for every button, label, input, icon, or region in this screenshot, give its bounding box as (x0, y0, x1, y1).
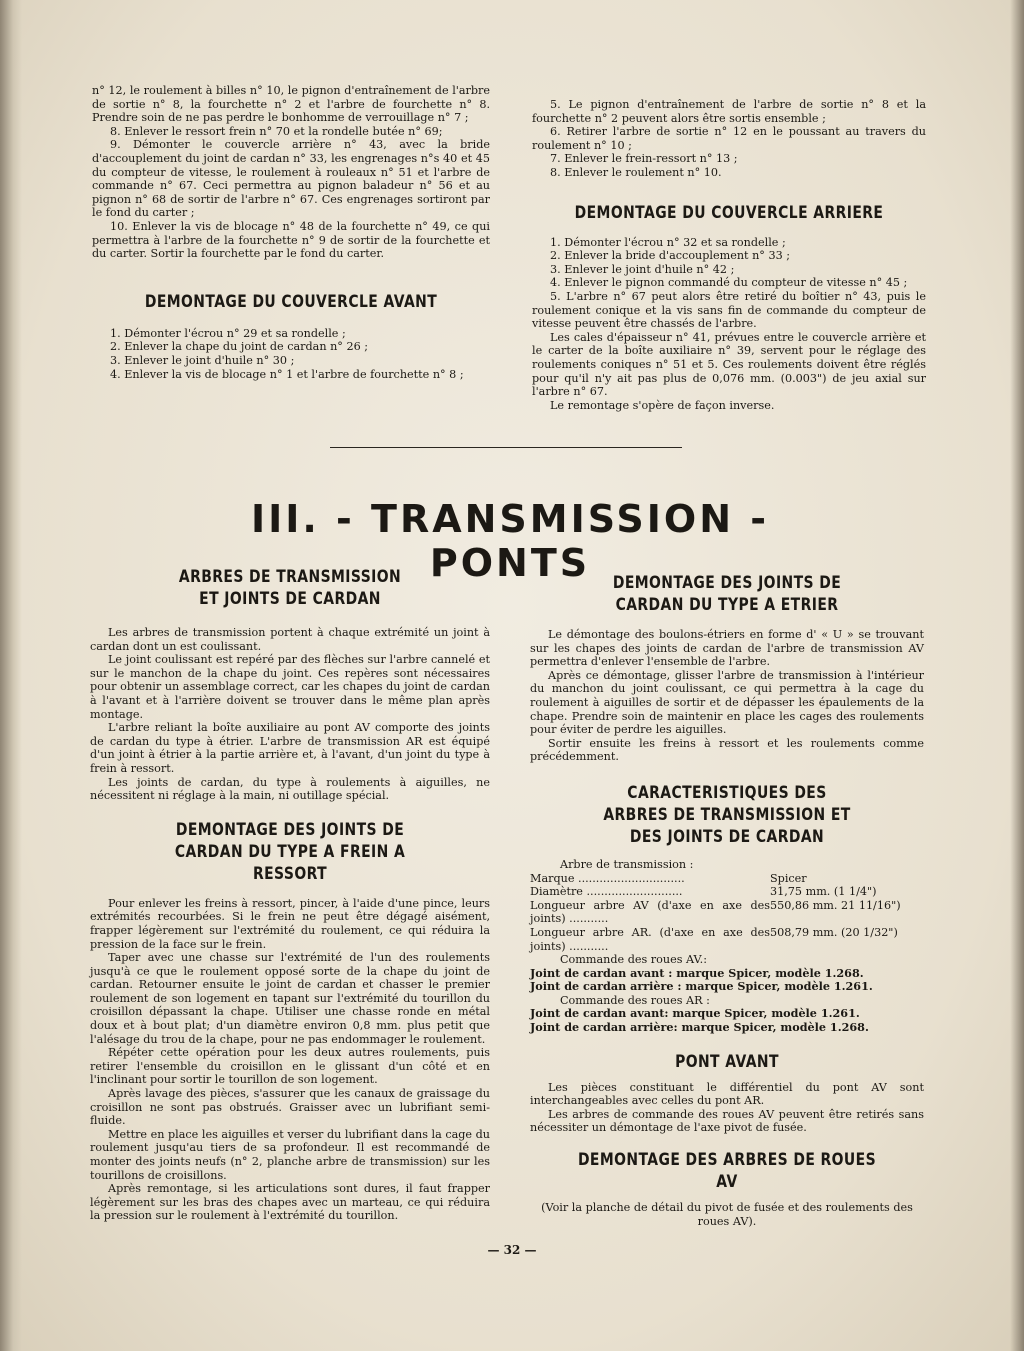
list-item: 4. Enlever le pignon commandé du compteur de vitesse n° 45 ; (550, 276, 908, 290)
paragraph: 10. Enlever la vis de blocage n° 48 de la fourchette n° 49, ce qui permettra à l'arbre de la fourchette n° 9 de sortir de la fourchette et du carter. Sortir la fourchette par le fond du carter. (92, 219, 490, 261)
spec-line: Joint de cardan avant: marque Spicer, modèle 1.261. (530, 1006, 860, 1021)
paragraph: Les cales d'épaisseur n° 41, prévues entre le couvercle arrière et le carter de la boîte auxiliaire n° 39, servent pour le réglage des roulements coniques n° 51 et 5. Ces roulements doivent être réglés pour qu'il n'y ait pas plus de 0,076 mm. (0.003") de jeu axial sur l'arbre n° 67. (532, 330, 926, 399)
section-heading: PONT AVANT (675, 1051, 779, 1072)
spec-label: Marque .............................. (530, 871, 685, 885)
spec-line: Joint de cardan arrière: marque Spicer, modèle 1.268. (530, 1020, 869, 1035)
list-item: 1. Démonter l'écrou n° 32 et sa rondelle ; (550, 235, 786, 249)
list-item: 4. Enlever la vis de blocage n° 1 et l'arbre de fourchette n° 8 ; (110, 367, 464, 381)
paragraph: Après ce démontage, glisser l'arbre de transmission à l'intérieur du manchon du joint coulissant, ce qui permettra à la cage du roulement à aiguilles de sortir et de dépasser les épaulements de la chape. Prendre soin de maintenir en place les cages des roulements pour éviter de perdre les aiguilles. (530, 668, 924, 737)
paragraph: Le démontage des boulons-étriers en forme d' « U » se trouvant sur les chapes des joints de cardan de l'arbre de transmission AV permettra d'enlever l'ensemble de l'arbre. (530, 628, 924, 669)
section-heading: DEMONTAGE DES ARBRES DE ROUES AV (577, 1150, 877, 1193)
section-heading: DEMONTAGE DU COUVERCLE ARRIERE (574, 202, 884, 223)
spec-line: Joint de cardan avant : marque Spicer, modèle 1.268. (530, 965, 864, 980)
paragraph: 9. Démonter le couvercle arrière n° 43, avec la bride d'accouplement du joint de cardan n° 33, les engrenages n°s 40 et 45 du compteur de vitesse, le roulement à rouleaux n° 51 et l'arbre de commande n° 67. Ceci permettra au pignon baladeur n° 56 et au pignon n° 68 de sortir de l'arbre n° 67. Ces engrenages sortiront par le fond du carter ; (92, 138, 490, 220)
section-heading: DEMONTAGE DES JOINTS DE CARDAN DU TYPE A ETRIER (612, 573, 842, 615)
list-item: 5. Le pignon d'entraînement de l'arbre de sortie n° 8 et la fourchette n° 2 peuvent alors être sortis ensemble ; (532, 98, 926, 125)
section-heading: DEMONTAGE DES JOINTS DE CARDAN DU TYPE A FREIN A RESSORT (174, 819, 406, 884)
specifications-block (530, 858, 924, 1035)
right-column (530, 572, 924, 1228)
spec-row (530, 899, 924, 926)
spec-line: Joint de cardan arrière : marque Spicer, modèle 1.261. (530, 979, 873, 994)
list-item: 3. Enlever le joint d'huile n° 42 ; (550, 262, 735, 276)
paragraph: Les pièces constituant le différentiel du pont AV sont interchangeables avec celles du pont AR. (530, 1080, 924, 1108)
spec-label: Diamètre ........................... (530, 885, 683, 899)
paragraph: Mettre en place les aiguilles et verser du lubrifiant dans la cage du roulement jusqu'au tiers de sa profondeur. Il est recommandé de monter des joints neufs (n° 2, planche arbre de transmission) sur les tourillons de croisillons. (90, 1127, 490, 1182)
paragraph: Sortir ensuite les freins à ressort et les roulements comme précédemment. (530, 736, 924, 764)
paragraph: Les joints de cardan, du type à roulements à aiguilles, ne nécessitent ni réglage à la main, ni outillage spécial. (90, 775, 490, 803)
spec-label: Longueur arbre AV (d'axe en axe des joints) ........... (530, 898, 770, 926)
left-column (90, 566, 490, 1223)
section-heading: CARACTERISTIQUES DES ARBRES DE TRANSMISSION ET DES JOINTS DE CARDAN (603, 782, 851, 847)
spec-row (530, 885, 924, 899)
paragraph: 8. Enlever le ressort frein n° 70 et la rondelle butée n° 69; (110, 124, 443, 138)
list-item: 3. Enlever le joint d'huile n° 30 ; (110, 353, 295, 367)
section-heading: DEMONTAGE DU COUVERCLE AVANT (144, 291, 438, 312)
list-item: 5. L'arbre n° 67 peut alors être retiré du boîtier n° 43, puis le roulement conique et la vis sans fin de commande du compteur de vitesse peuvent être chassés de l'arbre. (532, 289, 926, 331)
page-shadow-left (0, 0, 22, 1351)
separator-rule (330, 447, 682, 448)
section-heading: ARBRES DE TRANSMISSION ET JOINTS DE CARDAN (178, 567, 402, 609)
top-left-column (92, 84, 490, 381)
list-item: 8. Enlever le roulement n° 10. (550, 165, 722, 179)
paragraph: Les arbres de transmission portent à chaque extrémité un joint à cardan dont un est coulissant. (90, 626, 490, 653)
note: (Voir la planche de détail du pivot de fusée et des roulements des roues AV). (541, 1201, 913, 1228)
paragraph: Pour enlever les freins à ressort, pincer, à l'aide d'une pince, leurs extrémités recourbées. Si le frein ne peut être dégagé aisément, frapper légèrement sur l'extrémité du roulement, ce qui réduira la pression de la face sur le frein. (90, 896, 490, 951)
spec-value: 31,75 mm. (1 1/4") (770, 885, 877, 899)
spec-row (530, 926, 924, 953)
spec-value: 550,86 mm. 21 11/16") (770, 898, 901, 912)
paragraph: Les arbres de commande des roues AV peuvent être retirés sans nécessiter un démontage de l'axe pivot de fusée. (530, 1107, 924, 1135)
paragraph: n° 12, le roulement à billes n° 10, le pignon d'entraînement de l'arbre de sortie n° 8, la fourchette n° 2 et l'arbre de fourchette n° 8. Prendre soin de ne pas perdre le bonhomme de verrouillage n° 7 ; (92, 84, 490, 125)
list-item: 1. Démonter l'écrou n° 29 et sa rondelle ; (110, 326, 346, 340)
list-item: 2. Enlever la chape du joint de cardan n° 26 ; (110, 340, 369, 354)
list-item: 2. Enlever la bride d'accouplement n° 33 ; (550, 249, 791, 263)
paragraph: Répéter cette opération pour les deux autres roulements, puis retirer l'ensemble du croisillon en le glissant d'un côté et en l'inclinant pour sortir le tourillon de son logement. (90, 1046, 490, 1087)
paragraph: Après lavage des pièces, s'assurer que les canaux de graissage du croisillon ne sont pas obstrués. Graisser avec un lubrifiant semi-fluide. (90, 1087, 490, 1128)
top-right-column (532, 98, 926, 412)
paragraph: Le remontage s'opère de façon inverse. (550, 398, 775, 412)
page-number: — 32 — (487, 1243, 537, 1257)
spec-label: Longueur arbre AR. (d'axe en axe des joints) ........... (530, 925, 770, 953)
section-title: III. - TRANSMISSION - PONTS (250, 497, 770, 585)
spec-value: Spicer (770, 871, 807, 885)
paragraph: Taper avec une chasse sur l'extrémité de l'un des roulements jusqu'à ce que le roulement opposé sorte de la chape du joint de cardan. Retourner ensuite le joint de cardan et chasser le premier roulement de son logement en tapant sur l'extrémité du tourillon du croisillon dépassant la chape. Utiliser une chasse ronde en métal doux et à bout plat; d'un diamètre environ 0,8 mm. plus petit que l'alésage du trou de la chape, pour ne pas endommager le roulement. (90, 951, 490, 1046)
spec-line: Commande des roues AR : (560, 993, 710, 1007)
paragraph: Après remontage, si les articulations sont dures, il faut frapper légèrement sur les bras des chapes avec un marteau, ce qui réduira la pression sur le roulement à l'extrémité du tourillon. (90, 1182, 490, 1223)
specs-title: Arbre de transmission : (560, 857, 694, 871)
spec-row (530, 872, 924, 886)
paragraph: Le joint coulissant est repéré par des flèches sur l'arbre cannelé et sur le manchon de la chape du joint. Ces repères sont nécessaires pour obtenir un assemblage correct, car les chapes du joint de cardan à l'avant et à l'arrière doivent se trouver dans le même plan après montage. (90, 653, 490, 721)
list-item: 6. Retirer l'arbre de sortie n° 12 en le poussant au travers du roulement n° 10 ; (532, 125, 926, 152)
paragraph: L'arbre reliant la boîte auxiliaire au pont AV comporte des joints de cardan du type à étrier. L'arbre de transmission AR est équipé d'un joint à étrier à la partie arrière et, à l'avant, d'un joint du type à frein à ressort. (90, 721, 490, 775)
spec-value: 508,79 mm. (20 1/32") (770, 925, 898, 939)
page-shadow-right (1010, 0, 1024, 1351)
spec-line: Commande des roues AV.: (560, 953, 707, 967)
list-item: 7. Enlever le frein-ressort n° 13 ; (550, 152, 738, 166)
